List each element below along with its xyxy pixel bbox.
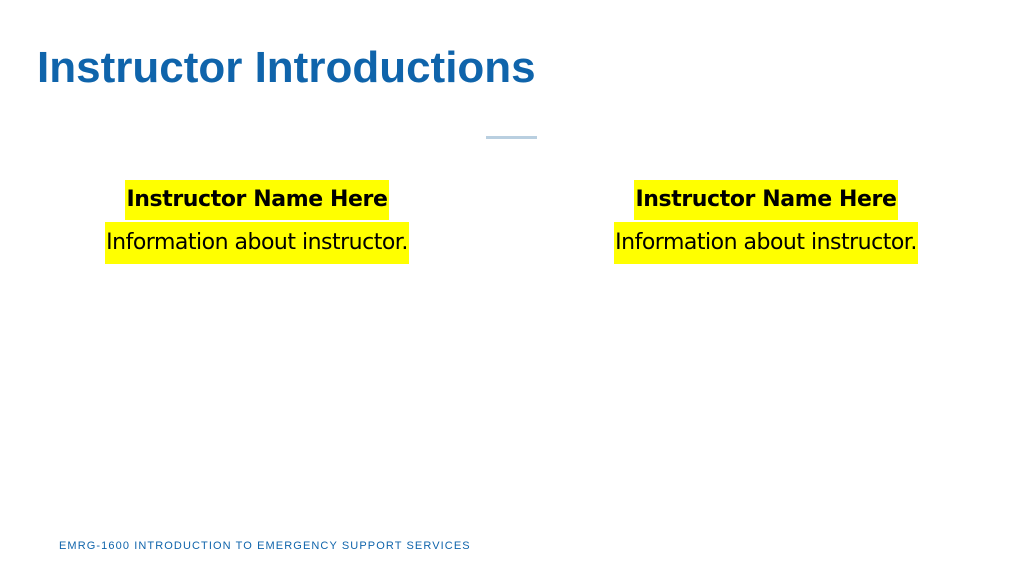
course-footer: EMRG-1600 INTRODUCTION TO EMERGENCY SUPPORT SERVICES <box>59 540 471 552</box>
instructor-name-right: Instructor Name Here <box>634 180 897 220</box>
instructor-block-right <box>536 180 996 264</box>
slide-title: Instructor Introductions <box>37 43 536 92</box>
title-accent-divider <box>486 136 537 139</box>
instructor-info-left: Information about instructor. <box>105 222 409 264</box>
instructor-name-left: Instructor Name Here <box>125 180 388 220</box>
instructor-block-left <box>27 180 487 264</box>
instructor-info-right: Information about instructor. <box>614 222 918 264</box>
